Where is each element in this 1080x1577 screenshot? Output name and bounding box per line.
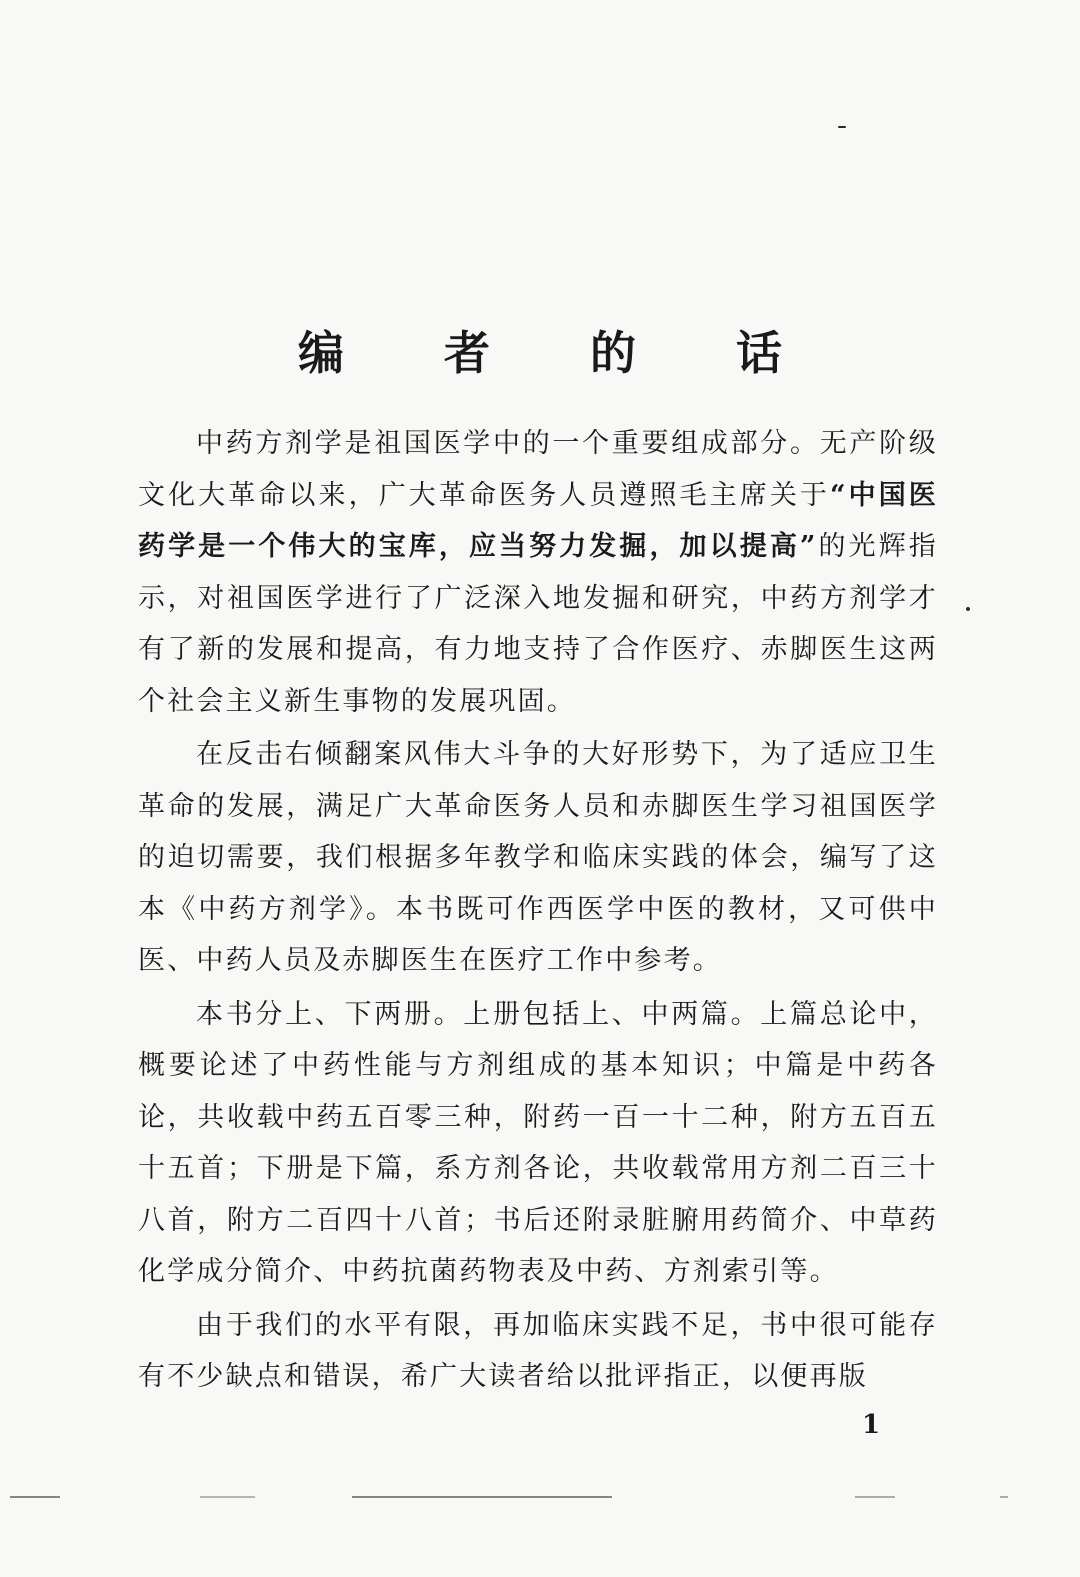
paragraph-2: 在反击右倾翻案风伟大斗争的大好形势下，为了适应卫生革命的发展，满足广大革命医务人员和赤脚医生学习祖国医学的迫切需要，我们根据多年教学和临床实践的体会，编写了这本《中药方剂学》。本书既可作西医学中医的教材，又可供中医、中药人员及赤脚医生在医疗工作中参考。: [138, 739, 938, 976]
body-text: [138, 418, 938, 1403]
scan-edge-line: [855, 1496, 895, 1498]
paragraph-1-text-end: 的光辉指示，对祖国医学进行了广泛深入地发掘和研究，中药方剂学才有了新的发展和提高，有力地支持了合作医疗、赤脚医生这两个社会主义新生事物的发展巩固。: [138, 531, 938, 717]
page-number: 1: [862, 1410, 881, 1440]
page-title: 编 者 的 话: [297, 325, 825, 380]
scan-edge-line: [1000, 1496, 1008, 1498]
scan-edge-line: [200, 1496, 255, 1498]
scan-edge-line: [10, 1496, 60, 1498]
scan-speck: [838, 126, 846, 128]
scan-speck: [966, 607, 970, 611]
paragraph-1: [138, 418, 938, 727]
paragraph-3: 本书分上、下两册。上册包括上、中两篇。上篇总论中，概要论述了中药性能与方剂组成的基本知识；中篇是中药各论，共收载中药五百零三种，附药一百一十二种，附方五百五十五首；下册是下篇，系方剂各论，共收载常用方剂二百三十八首，附方二百四十八首；书后还附录脏腑用药简介、中草药化学成分简介、中药抗菌药物表及中药、方剂索引等。: [138, 998, 938, 1287]
paragraph-4: 由于我们的水平有限，再加临床实践不足，书中很可能存有不少缺点和错误，希广大读者给以批评指正，以便再版: [138, 1309, 938, 1392]
scan-edge-line: [352, 1496, 612, 1498]
paragraph-1-text: 中药方剂学是祖国医学中的一个重要组成部分。无产阶级文化大革命以来，广大革命医务人员遵照毛主席关于: [138, 428, 938, 511]
quotation: “中国医药学是一个伟大的宝库，应当努力发掘，加以提高”: [138, 479, 938, 562]
